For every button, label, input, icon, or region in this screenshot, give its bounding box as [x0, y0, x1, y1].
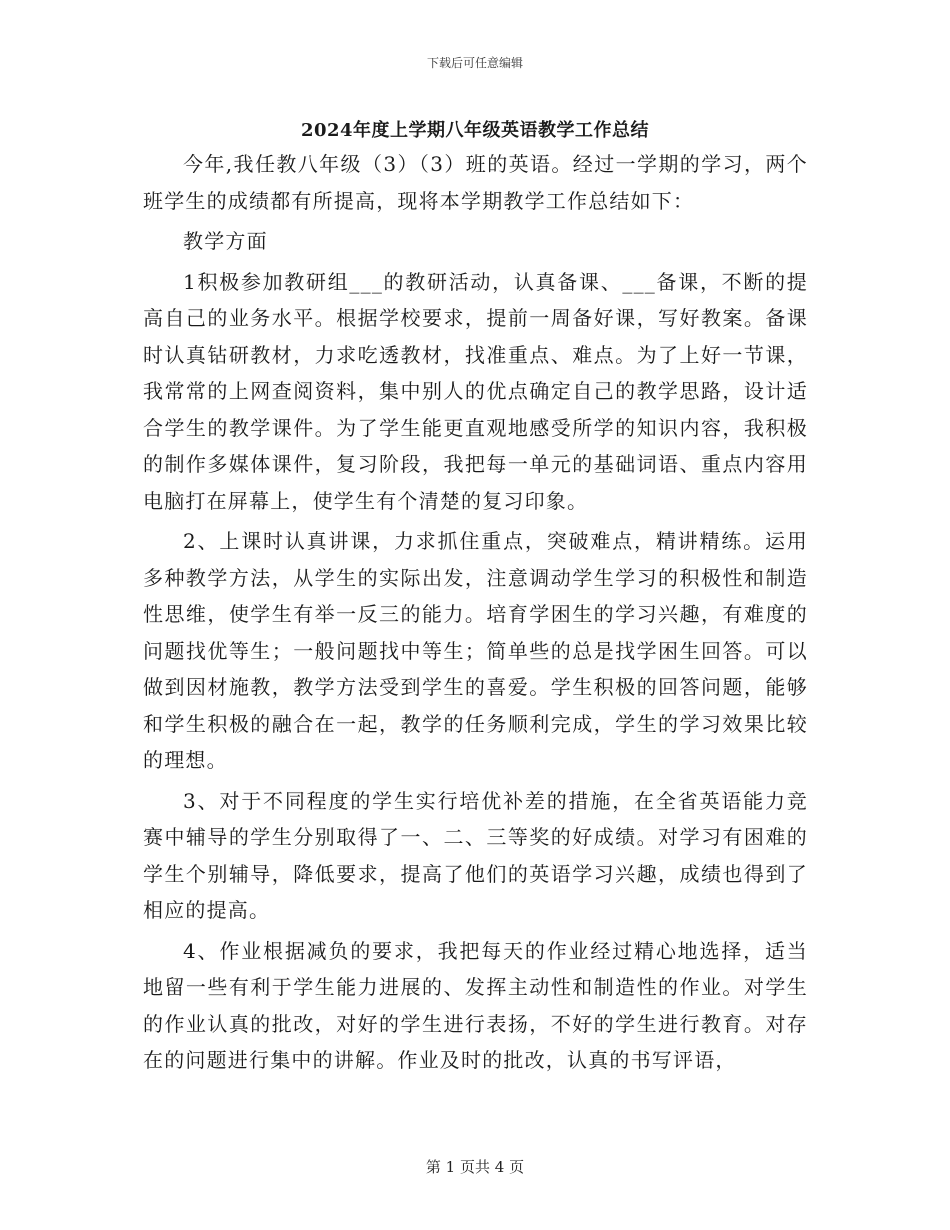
- paragraph-intro: 今年,我任教八年级（3）（3）班的英语。经过一学期的学习，两个班学生的成绩都有所提高，现将本学期教学工作总结如下：: [143, 152, 808, 213]
- header-note: 下载后可任意编辑: [426, 56, 523, 70]
- document-body: [143, 146, 808, 1079]
- document-title: 2024年度上学期八年级英语教学工作总结: [300, 120, 650, 141]
- paragraph-item-2: 2、上课时认真讲课，力求抓住重点，突破难点，精讲精练。运用多种教学方法，从学生的实际出发，注意调动学生学习的积极性和制造性思维，使学生有举一反三的能力。培育学困生的学习兴趣，有难度的问题找优等生；一般问题找中等生；简单些的总是找学困生回答。可以做到因材施教，教学方法受到学生的喜爱。学生积极的回答问题，能够和学生积极的融合在一起，教学的任务顺利完成，学生的学习效果比较的理想。: [143, 529, 808, 772]
- paragraph-item-1: 1积极参加教研组___的教研活动，认真备课、___备课，不断的提高自己的业务水平。根据学校要求，提前一周备好课，写好教案。备课时认真钻研教材，力求吃透教材，找准重点、难点。为了上好一节课，我常常的上网查阅资料，集中别人的优点确定自己的教学思路，设计适合学生的教学课件。为了学生能更直观地感受所学的知识内容，我积极的制作多媒体课件，复习阶段，我把每一单元的基础词语、重点内容用电脑打在屏幕上，使学生有个清楚的复习印象。: [143, 269, 808, 513]
- paragraph-section-heading: 教学方面: [183, 229, 268, 253]
- paragraph-item-4: 4、作业根据减负的要求，我把每天的作业经过精心地选择，适当地留一些有利于学生能力进展的、发挥主动性和制造性的作业。对学生的作业认真的批改，对好的学生进行表扬，不好的学生进行教育。对存在的问题进行集中的讲解。作业及时的批改，认真的书写评语，: [143, 938, 808, 1072]
- page-number: 第 1 页共 4 页: [425, 1158, 525, 1176]
- paragraph-item-3: 3、对于不同程度的学生实行培优补差的措施，在全省英语能力竞赛中辅导的学生分别取得了一、二、三等奖的好成绩。对学习有困难的学生个别辅导，降低要求，提高了他们的英语学习兴趣，成绩也得到了相应的提高。: [143, 788, 808, 922]
